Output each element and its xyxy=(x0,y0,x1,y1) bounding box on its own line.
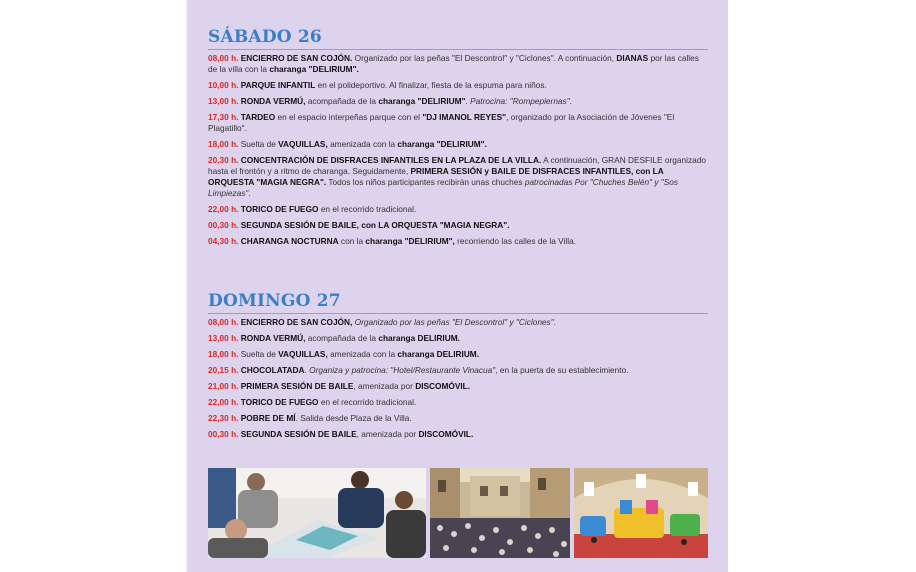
event-time: 00,30 h. xyxy=(208,429,241,439)
event-text: . xyxy=(304,365,310,375)
event-item xyxy=(208,333,708,344)
event-item xyxy=(208,204,708,215)
event-text: , amenizada por xyxy=(353,381,416,391)
event-item xyxy=(208,429,708,440)
event-text: en el recorrido tradicional. xyxy=(318,204,417,214)
event-item xyxy=(208,155,708,199)
event-item xyxy=(208,397,708,408)
event-time: 17,30 h. xyxy=(208,112,241,122)
event-text: DISCOMÓVIL. xyxy=(415,381,471,391)
day-section-sunday xyxy=(208,291,708,445)
event-text: PARQUE INFANTIL xyxy=(240,80,316,90)
event-text: . xyxy=(569,96,572,106)
event-time: 20,30 h. xyxy=(208,155,241,165)
event-text: con la xyxy=(338,236,366,246)
event-text: ENCIERRO DE SAN COJÓN. xyxy=(240,53,353,63)
event-time: 18,00 h. xyxy=(208,349,241,359)
event-text: TORICO DE FUEGO xyxy=(240,397,319,407)
event-text: patrocinadas Por "Chuches Belén" y "Sos Limpiezas" xyxy=(208,177,679,198)
event-text: acompañada de la xyxy=(305,96,379,106)
event-text: VAQUILLAS, xyxy=(278,349,328,359)
event-text: POBRE DE MÍ xyxy=(240,413,296,423)
photo-strip xyxy=(208,468,708,558)
event-text: CHARANGA NOCTURNA xyxy=(240,236,339,246)
event-item xyxy=(208,139,708,150)
event-item xyxy=(208,349,708,360)
event-text: ENCIERRO DE SAN COJÓN, xyxy=(240,317,353,327)
event-time: 04,30 h. xyxy=(208,236,241,246)
event-text: PRIMERA SESIÓN y BAILE DE DISFRACES INFANTILES, con LA ORQUESTA "MAGIA NEGRA". xyxy=(208,166,664,187)
event-time: 10,00 h. xyxy=(208,80,241,90)
event-time: 22,00 h. xyxy=(208,204,241,214)
event-item xyxy=(208,381,708,392)
event-time: 13,00 h. xyxy=(208,333,241,343)
event-time: 18,00 h. xyxy=(208,139,241,149)
event-text: . xyxy=(465,96,471,106)
event-text: charanga "DELIRIUM", xyxy=(365,236,455,246)
event-text: charanga DELIRIUM. xyxy=(397,349,480,359)
event-text: charanga "DELIRIUM" xyxy=(378,96,466,106)
event-time: 22,30 h. xyxy=(208,413,241,423)
event-text: Organizado por las peñas "El Descontrol" y "Ciclones". A continuación, xyxy=(352,53,617,63)
event-text: RONDA VERMÚ, xyxy=(240,96,306,106)
event-text: CONCENTRACIÓN DE DISFRACES INFANTILES EN LA PLAZA DE LA VILLA. xyxy=(240,155,542,165)
event-text: Suelta de xyxy=(240,349,279,359)
event-text: charanga "DELIRIUM". xyxy=(269,64,359,74)
event-text: Todos los niños participantes recibirán unas chuches xyxy=(326,177,525,187)
event-text: Suelta de xyxy=(240,139,279,149)
photo-bouncy-castle xyxy=(574,468,708,558)
event-item xyxy=(208,236,708,247)
event-text: charanga "DELIRIUM". xyxy=(397,139,487,149)
event-text: PRIMERA SESIÓN DE BAILE xyxy=(240,381,354,391)
event-text: A continuación, GRAN DESFILE organizado hasta el frontón y a ritmo de charanga. Seguidamente, xyxy=(208,155,706,176)
event-time: 20,15 h. xyxy=(208,365,241,375)
event-text: TORICO DE FUEGO xyxy=(240,204,319,214)
event-item xyxy=(208,80,708,91)
event-text: charanga DELIRIUM. xyxy=(378,333,460,343)
event-time: 13,00 h. xyxy=(208,96,241,106)
event-text: . xyxy=(248,188,251,198)
day-title-sunday: DOMINGO 27 xyxy=(208,291,708,314)
event-text: "DJ IMANOL REYES" xyxy=(422,112,507,122)
event-text: SEGUNDA SESIÓN DE BAILE, con LA ORQUESTA "MAGIA NEGRA". xyxy=(240,220,510,230)
event-text: . xyxy=(553,317,556,327)
event-item xyxy=(208,413,708,424)
event-text: Patrocina: "Rompepiernas" xyxy=(470,96,570,106)
event-text: recorriendo las calles de la Villa. xyxy=(454,236,576,246)
event-list-saturday xyxy=(208,53,708,247)
event-text: , amenizada por xyxy=(356,429,419,439)
event-text: acompañada de la xyxy=(305,333,379,343)
photo-plaza-crowd xyxy=(430,468,570,558)
event-item xyxy=(208,53,708,75)
event-text: DIANAS xyxy=(616,53,649,63)
event-time: 00,30 h. xyxy=(208,220,241,230)
event-text: . Salida desde Plaza de la Villa. xyxy=(295,413,412,423)
event-text: TARDEO xyxy=(240,112,276,122)
event-text: RONDA VERMÚ, xyxy=(240,333,306,343)
event-text: VAQUILLAS, xyxy=(278,139,328,149)
event-item xyxy=(208,365,708,376)
event-item xyxy=(208,96,708,107)
event-text: por las calles de la villa con la xyxy=(208,53,699,74)
day-title-saturday: SÁBADO 26 xyxy=(208,27,708,50)
event-text: en el polideportivo. Al finalizar, fiesta de la espuma para niños. xyxy=(315,80,547,90)
event-item xyxy=(208,220,708,231)
event-text: DISCOMÓVIL. xyxy=(418,429,474,439)
event-text: Organiza y patrocina: "Hotel/Restaurante Vinacua" xyxy=(309,365,496,375)
event-time: 08,00 h. xyxy=(208,317,241,327)
event-item xyxy=(208,112,708,134)
event-text: SEGUNDA SESIÓN DE BAILE xyxy=(240,429,357,439)
event-text: , organizado por la Asociación de Jóvenes "El Plagatillo". xyxy=(208,112,675,133)
event-time: 22,00 h. xyxy=(208,397,241,407)
event-text: en el recorrido tradicional. xyxy=(318,397,417,407)
event-time: 21,00 h. xyxy=(208,381,241,391)
event-list-sunday xyxy=(208,317,708,440)
event-text: , en la puerta de su establecimiento. xyxy=(495,365,629,375)
event-text: amenizada con la xyxy=(327,349,398,359)
day-section-saturday xyxy=(208,27,708,252)
event-item xyxy=(208,317,708,328)
event-time: 08,00 h. xyxy=(208,53,241,63)
event-text: Organizado por las peñas "El Descontrol" y "Ciclones" xyxy=(354,317,554,327)
event-text: amenizada con la xyxy=(327,139,398,149)
event-text: en el espacio interpeñas parque con el xyxy=(275,112,423,122)
event-text: CHOCOLATADA xyxy=(240,365,305,375)
photo-card-game xyxy=(208,468,426,558)
